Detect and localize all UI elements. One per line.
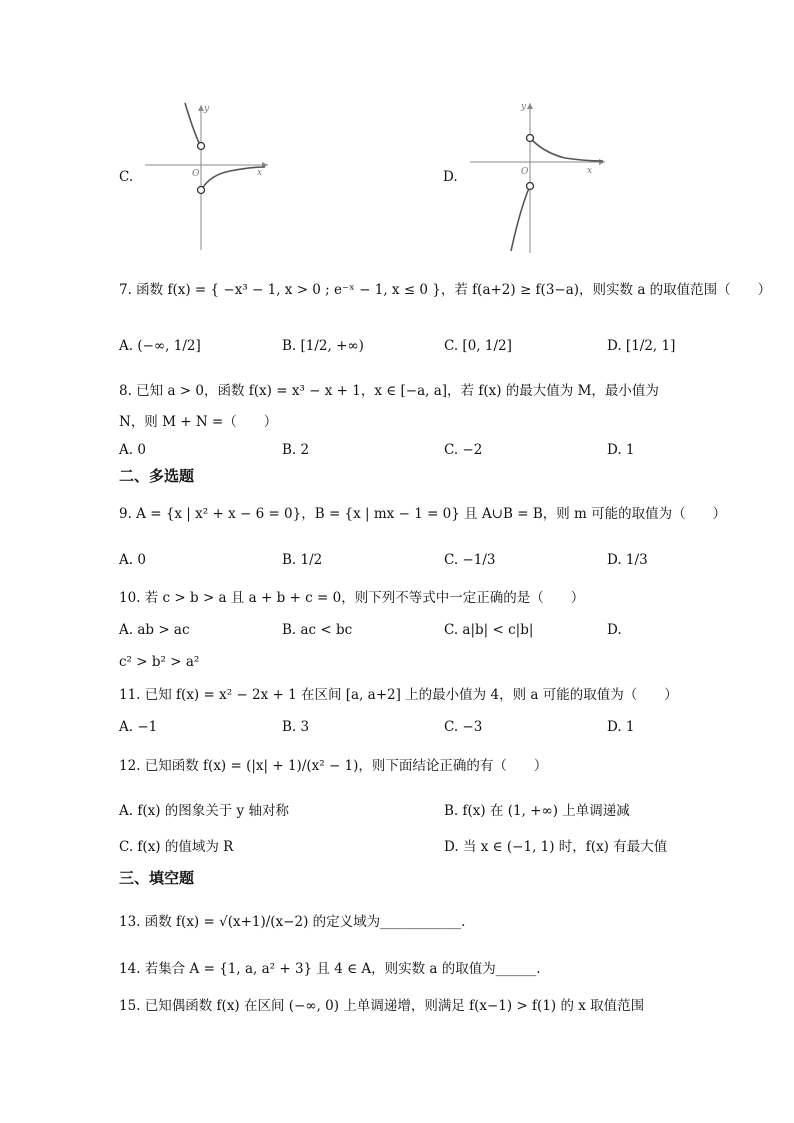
graph-c [140, 95, 275, 255]
question-11-text: 11. 已知 f(x) = x² − 2x + 1 在区间 [a, a+2] 上的最小值为 4，则 a 可能的取值为（ ） [119, 687, 678, 703]
section-3-heading: 三、填空题 [119, 869, 195, 887]
q11-option-d: D. 1 [607, 719, 635, 735]
question-8-line2: N，则 M + N =（ ） [119, 414, 278, 430]
q10-option-a: A. ab > ac [119, 622, 190, 638]
section-2-heading: 二、多选题 [119, 467, 195, 485]
q9-option-a: A. 0 [119, 552, 146, 568]
graph-c-open-point-bottom [198, 187, 205, 194]
q7-option-d: D. [1/2, 1] [607, 338, 676, 354]
graph-d-right-curve [532, 140, 603, 161]
graph-d-y-arrow [527, 103, 533, 109]
graph-d-open-point-bottom [527, 183, 534, 190]
q11-option-c: C. −3 [444, 719, 483, 735]
q12-option-b: B. f(x) 在 (1, +∞) 上单调递减 [444, 803, 630, 819]
q8-option-a: A. 0 [119, 442, 146, 458]
q12-option-a: A. f(x) 的图象关于 y 轴对称 [119, 803, 289, 819]
q10-option-c: C. a|b| < c|b| [444, 622, 534, 638]
graph-c-label: C. [119, 169, 134, 185]
graph-c-left-curve [185, 103, 200, 145]
q8-option-c: C. −2 [444, 442, 483, 458]
question-9-text: 9. A = {x | x² + x − 6 = 0}，B = {x | mx − 1 = 0} 且 A∪B = B，则 m 可能的取值为（ ） [119, 506, 727, 522]
graph-d-open-point-top [527, 135, 534, 142]
q10-option-b: B. ac < bc [282, 622, 353, 638]
question-15-text: 15. 已知偶函数 f(x) 在区间 (−∞, 0) 上单调递增，则满足 f(x−1) > f(1) 的 x 取值范围 [119, 998, 645, 1014]
graph-c-right-curve [202, 167, 265, 189]
question-12-text: 12. 已知函数 f(x) = (|x| + 1)/(x² − 1)，则下面结论正确的有（ ） [119, 758, 548, 774]
graph-d-label: D. [443, 169, 458, 185]
q12-option-c: C. f(x) 的值域为 R [119, 839, 234, 855]
graph-c-origin-label: O [192, 169, 200, 179]
q8-option-d: D. 1 [607, 442, 635, 458]
q11-option-b: B. 3 [282, 719, 310, 735]
question-13-text: 13. 函数 f(x) = √(x+1)/(x−2) 的定义域为____________. [119, 914, 466, 930]
graph-d-left-curve [511, 188, 529, 251]
q9-option-c: C. −1/3 [444, 552, 496, 568]
question-7-text: 7. 函数 f(x) = { −x³ − 1, x > 0 ; e⁻ˣ − 1, x ≤ 0 }，若 f(a+2) ≥ f(3−a)，则实数 a 的取值范围（ ） [119, 282, 772, 298]
question-8-line1: 8. 已知 a > 0，函数 f(x) = x³ − x + 1，x ∈ [−a, a]，若 f(x) 的最大值为 M，最小值为 [119, 383, 659, 399]
graph-c-open-point-top [198, 143, 205, 150]
q7-option-c: C. [0, 1/2] [444, 338, 512, 354]
q10-option-d: D. [607, 622, 622, 638]
graph-d-origin-label: O [521, 167, 529, 177]
q7-option-a: A. (−∞, 1/2] [119, 338, 201, 354]
q8-option-b: B. 2 [282, 442, 310, 458]
graph-d-y-label: y [521, 102, 527, 112]
graph-c-x-label: x [257, 168, 263, 178]
q12-option-d: D. 当 x ∈ (−1, 1) 时，f(x) 有最大值 [444, 839, 668, 855]
q7-option-b: B. [1/2, +∞) [282, 338, 364, 354]
question-14-text: 14. 若集合 A = {1, a, a² + 3} 且 4 ∈ A，则实数 a 的取值为______. [119, 961, 541, 977]
question-10-text: 10. 若 c > b > a 且 a + b + c = 0，则下列不等式中一定正确的是（ ） [119, 590, 585, 606]
graph-d-x-label: x [587, 166, 593, 176]
q9-option-b: B. 1/2 [282, 552, 323, 568]
q9-option-d: D. 1/3 [607, 552, 648, 568]
graph-d [465, 95, 610, 255]
q11-option-a: A. −1 [119, 719, 158, 735]
graph-d-x-arrow [599, 159, 605, 165]
graph-c-y-label: y [204, 104, 210, 114]
q10-option-d-content: c² > b² > a² [119, 654, 200, 670]
